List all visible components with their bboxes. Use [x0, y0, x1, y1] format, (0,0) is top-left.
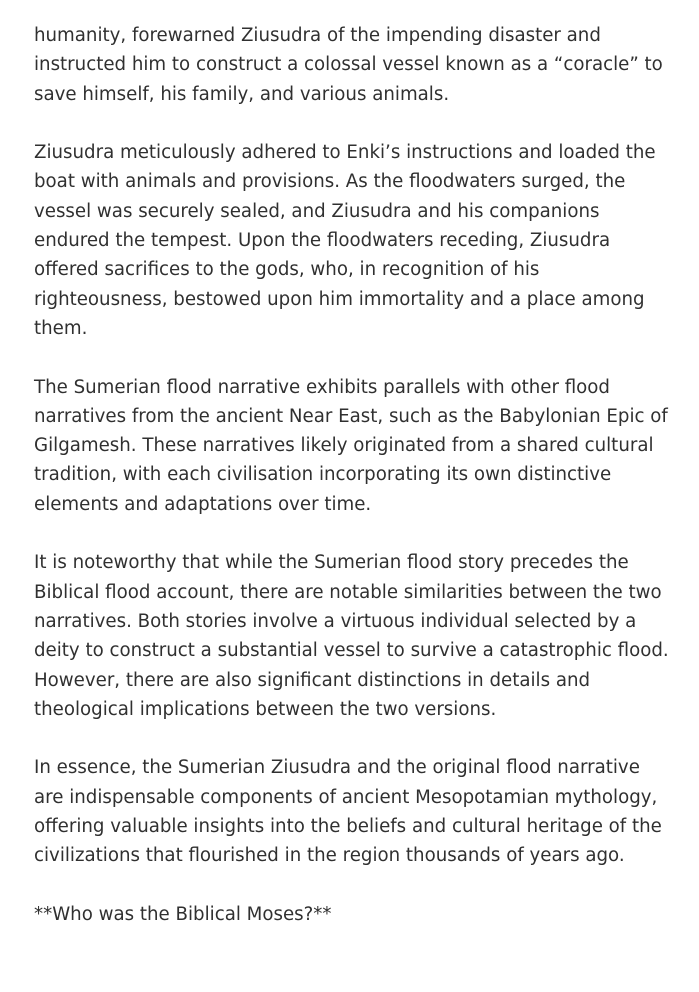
paragraph-conclusion: In essence, the Sumerian Ziusudra and the original flood narrative are indispensable components of ancient Mesopotamian mythology, offering valuable insights into the beliefs and cultural heritage of the civilizations that flourished in the region thousands of years ago.	[34, 757, 662, 867]
paragraph-enki-instructions: Ziusudra meticulously adhered to Enki’s instructions and loaded the boat with animals and provisions. As the floodwaters surged, the vessel was securely sealed, and Ziusudra and his companions endured the tempest. Upon the floodwaters receding, Ziusudra offered sacrifices to the gods, who, in recognition of his righteousness, bestowed upon him immortality and a place among them.	[34, 142, 656, 339]
paragraph-ziusudra-warning: humanity, forewarned Ziusudra of the impending disaster and instructed him to construct a colossal vessel known as a “coracle” to save himself, his family, and various animals.	[34, 25, 663, 105]
paragraph-biblical-comparison: It is noteworthy that while the Sumerian flood story precedes the Biblical flood account, there are notable similarities between the two narratives. Both stories involve a virtuous individual selected by a deity to construct a substantial vessel to survive a catastrophic flood. However, there are also significant distinctions in details and theological implications between the two versions.	[34, 552, 669, 720]
paragraph-next-question: **Who was the Biblical Moses?**	[34, 903, 332, 925]
message-text	[34, 21, 674, 929]
paragraph-flood-parallels: The Sumerian flood narrative exhibits parallels with other flood narratives from the ancient Near East, such as the Babylonian Epic of Gilgamesh. These narratives likely originated from a shared cultural tradition, with each civilisation incorporating its own distinctive elements and adaptations over time.	[34, 376, 668, 515]
